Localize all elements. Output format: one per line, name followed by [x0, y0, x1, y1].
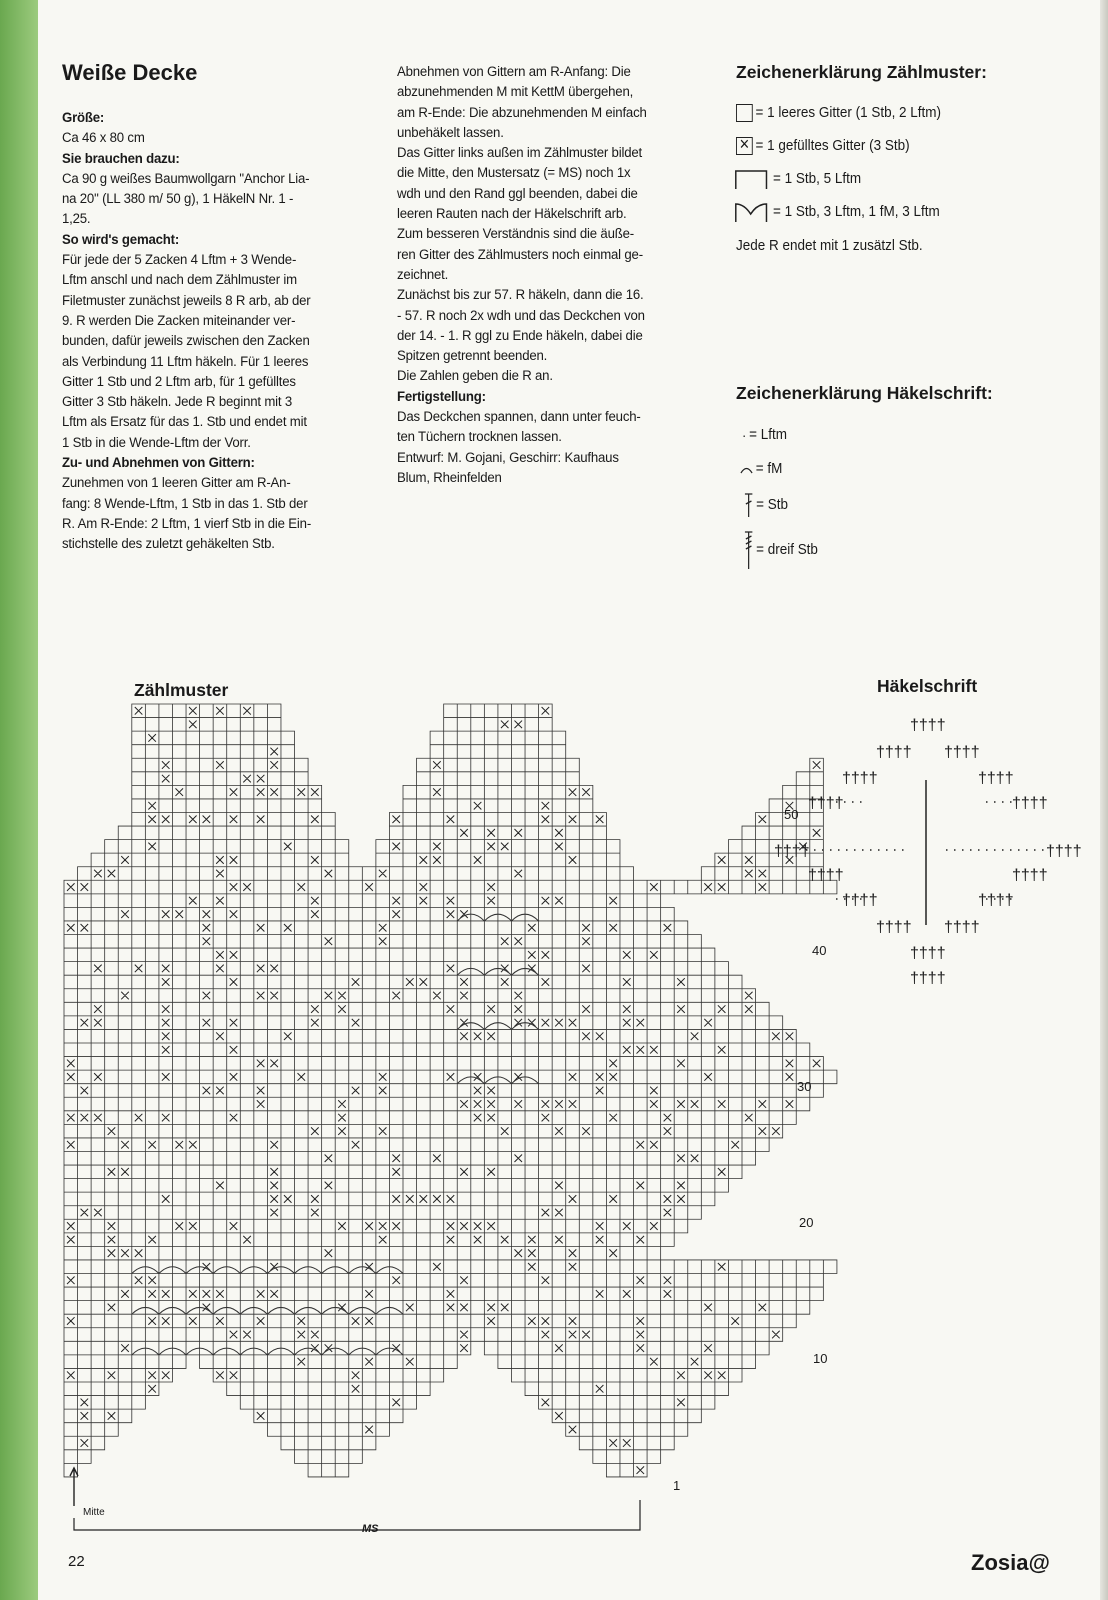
treble-group: ††††	[808, 795, 844, 812]
text-line: R. Am R-Ende: 2 Lftm, 1 vierf Stb in die Ein-	[62, 515, 312, 532]
text-line: Das Gitter links außen im Zählmuster bildet	[397, 145, 642, 162]
text-line: Entwurf: M. Gojani, Geschirr: Kaufhaus	[397, 449, 619, 466]
text-line: ten Tüchern trocknen lassen.	[397, 429, 562, 446]
treble-group: ††††	[876, 919, 912, 936]
text-line: stichstelle des zuletzt gehäkelten Stb.	[62, 536, 275, 553]
row-number-20: 20	[799, 1215, 814, 1230]
text-line: Für jede der 5 Zacken 4 Lftm + 3 Wende-	[62, 252, 297, 269]
text-line: unbehäkelt lassen.	[397, 124, 504, 141]
text-line: Gitter 3 Stb häkeln. Jede R beginnt mit 3	[62, 394, 293, 411]
legend-note: Jede R endet mit 1 zusätzl Stb.	[736, 238, 923, 254]
text-line: 9. R werden Die Zacken miteinander ver-	[62, 312, 296, 329]
text-line: fang: 8 Wende-Lftm, 1 Stb in das 1. Stb der	[62, 495, 308, 512]
row-number-30: 30	[797, 1079, 812, 1094]
chain-stitch-dots	[806, 802, 1044, 899]
text-line: Lftm anschl und nach dem Zählmuster im	[62, 272, 297, 289]
text-line: Das Deckchen spannen, dann unter feuch-	[397, 409, 641, 426]
text-line: Lftm als Ersatz für das 1. Stb und endet mit	[62, 414, 307, 431]
row-number-40: 40	[812, 943, 827, 958]
text-line: am R-Ende: Die abzunehmenden M einfach	[397, 104, 647, 121]
section-heading: Sie brauchen dazu:	[62, 150, 180, 167]
treble-group: ††††	[1012, 867, 1048, 884]
row-number-50: 50	[784, 807, 799, 822]
pattern-repeat-bracket	[74, 1500, 640, 1530]
text-line: wdh und den Rand ggl beenden, dabei die	[397, 185, 638, 202]
text-line: zeichnet.	[397, 266, 449, 283]
text-line: Abnehmen von Gittern am R-Anfang: Die	[397, 64, 631, 80]
chart-grid	[64, 704, 837, 1477]
text-line: bunden, dafür jeweils zwischen den Zacken	[62, 333, 310, 350]
treble-group: ††††	[910, 717, 946, 734]
text-line: Spitzen getrennt beenden.	[397, 348, 548, 365]
treble-group: ††††	[978, 770, 1014, 787]
treble-group: ††††	[1012, 795, 1048, 812]
legend-arc-label: = 1 Stb, 3 Lftm, 1 fM, 3 Lftm	[772, 204, 940, 220]
text-line: Die Zahlen geben die R an.	[397, 368, 553, 385]
section-heading: So wird's gemacht:	[62, 231, 180, 248]
pattern-repeat-label: MS	[362, 1523, 379, 1535]
row-number-10: 10	[813, 1351, 828, 1366]
text-line: na 20" (LL 380 m/ 50 g), 1 HäkelN Nr. 1 -	[62, 191, 294, 208]
section-heading: Fertigstellung:	[397, 388, 486, 405]
treble-group: ††††	[910, 970, 946, 987]
text-line: Ca 90 g weißes Baumwollgarn "Anchor Lia-	[62, 170, 310, 187]
page-title: Weiße Decke	[62, 60, 198, 85]
text-line: Gitter 1 Stb und 2 Lftm arb, für 1 gefülltes	[62, 373, 296, 390]
text-line: 1,25.	[62, 211, 91, 228]
text-line: Zum besseren Verständnis sind die äuße-	[397, 226, 634, 243]
legend-bar-label: = 1 Stb, 5 Lftm	[772, 171, 862, 187]
legend-empty-label: = 1 leeres Gitter (1 Stb, 2 Lftm)	[755, 105, 942, 121]
text-line: Blum, Rheinfelden	[397, 469, 502, 486]
text-line: Zunehmen von 1 leeren Gitter am R-An-	[62, 475, 291, 492]
text-line: Zunächst bis zur 57. R häkeln, dann die 16.	[397, 287, 644, 304]
text-line: als Verbindung 11 Lftm häkeln. Für 1 leeres	[62, 353, 309, 370]
treble-group: ††††	[842, 770, 878, 787]
treble-group: ††††	[978, 892, 1014, 909]
treble-group: ††††	[842, 892, 878, 909]
legend-chart-heading: Zeichenerklärung Zählmuster:	[736, 62, 987, 82]
center-marker-label: Mitte	[83, 1507, 105, 1518]
text-line: Ca 46 x 80 cm	[62, 130, 145, 147]
treble-group: ††††	[944, 744, 980, 761]
legend-fm-label: = fM	[755, 461, 783, 477]
chart-label: Zählmuster	[134, 680, 229, 700]
text-line: die Mitte, den Mustersatz (= MS) noch 1x	[397, 165, 631, 182]
legend-stb-label: = Stb	[756, 497, 788, 513]
legend-diagram-heading: Zeichenerklärung Häkelschrift:	[736, 383, 993, 403]
treble-group: ††††	[774, 843, 810, 860]
center-marker-arrow	[70, 1468, 78, 1506]
chain-icon: ·	[742, 427, 747, 443]
treble-group: ††††	[910, 945, 946, 962]
text-line: - 57. R noch 2x wdh und das Deckchen von	[397, 307, 645, 324]
treble-group: ††††	[876, 744, 912, 761]
row-number-1: 1	[673, 1478, 681, 1493]
text-line: der 14. - 1. R ggl zu Ende häkeln, dabei die	[397, 327, 643, 344]
treble-group: ††††	[944, 919, 980, 936]
treble-group: ††††	[1046, 843, 1082, 860]
section-heading: Zu- und Abnehmen von Gittern:	[62, 455, 255, 472]
section-heading: Größe:	[62, 110, 105, 126]
text-line: 1 Stb in die Wende-Lftm der Vorr.	[62, 434, 251, 451]
diagram-label: Häkelschrift	[877, 676, 978, 696]
page-number: 22	[68, 1553, 85, 1570]
text-line: Filetmuster zunächst jeweils 8 R arb, ab der	[62, 292, 311, 309]
legend-dreif-label: = dreif Stb	[756, 542, 818, 558]
treble-group: ††††	[808, 867, 844, 884]
signature: Zosia@	[971, 1550, 1050, 1575]
text-line: ren Gitter des Zählmusters noch einmal ge-	[397, 246, 643, 263]
text-line: leeren Rauten nach der Häkelschrift arb.	[397, 206, 627, 223]
legend-filled-label: = 1 gefülltes Gitter (3 Stb)	[755, 138, 910, 154]
text-line: abzunehmenden M mit KettM übergehen,	[397, 84, 634, 101]
legend-lftm-label: = Lftm	[749, 427, 787, 443]
